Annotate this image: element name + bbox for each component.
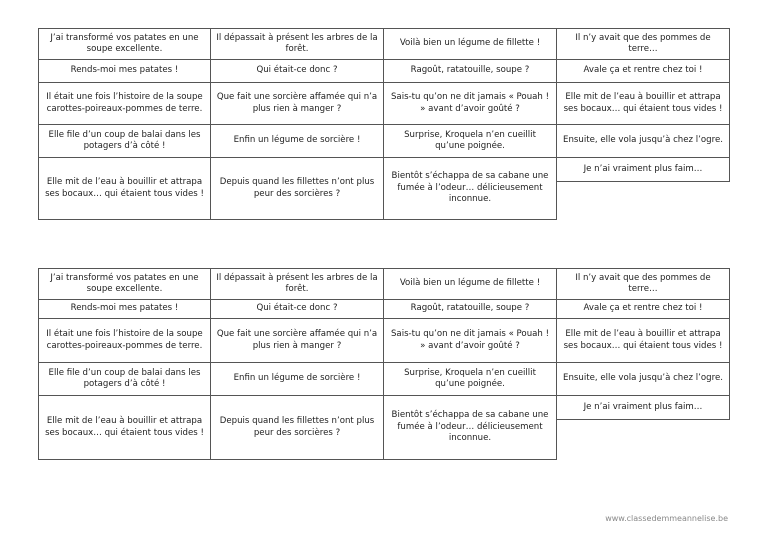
card: Surprise, Kroquela n’en cueillit qu’une poignée. <box>383 124 557 158</box>
card: Qui était-ce donc ? <box>210 59 384 83</box>
card-sheet-top <box>38 28 730 220</box>
card: Rends-moi mes patates ! <box>38 299 211 319</box>
card: Enfin un légume de sorcière ! <box>210 124 384 158</box>
card: Rends-moi mes patates ! <box>38 59 211 83</box>
card: Surprise, Kroquela n’en cueillit qu’une poignée. <box>383 362 557 396</box>
card: Il n’y avait que des pommes de terre… <box>556 28 730 60</box>
card-column-1 <box>38 28 211 220</box>
card: Voilà bien un légume de fillette ! <box>383 268 557 300</box>
card: Depuis quand les fillettes n’ont plus peur des sorcières ? <box>210 157 384 220</box>
card: J’ai transformé vos patates en une soupe excellente. <box>38 268 211 300</box>
card: Avale ça et rentre chez toi ! <box>556 299 730 319</box>
card: Elle file d’un coup de balai dans les potagers d’à côté ! <box>38 362 211 396</box>
card: Avale ça et rentre chez toi ! <box>556 59 730 83</box>
card: Ragoût, ratatouille, soupe ? <box>383 59 557 83</box>
card: Ensuite, elle vola jusqu’à chez l’ogre. <box>556 362 730 396</box>
card-column-4 <box>557 268 730 420</box>
card: Voilà bien un légume de fillette ! <box>383 28 557 60</box>
card: Elle mit de l’eau à bouillir et attrapa ses bocaux… qui étaient tous vides ! <box>556 82 730 125</box>
card: Ragoût, ratatouille, soupe ? <box>383 299 557 319</box>
card: Elle mit de l’eau à bouillir et attrapa ses bocaux… qui étaient tous vides ! <box>38 395 211 460</box>
card: Il dépassait à présent les arbres de la forêt. <box>210 28 384 60</box>
card: Enfin un légume de sorcière ! <box>210 362 384 396</box>
card: Il n’y avait que des pommes de terre… <box>556 268 730 300</box>
card: Que fait une sorcière affamée qui n’a plus rien à manger ? <box>210 318 384 363</box>
card: Il était une fois l’histoire de la soupe carottes-poireaux-pommes de terre. <box>38 82 211 125</box>
card-sheet-bottom <box>38 268 730 460</box>
card-column-3 <box>384 268 557 460</box>
card: Que fait une sorcière affamée qui n’a plus rien à manger ? <box>210 82 384 125</box>
card-column-4 <box>557 28 730 182</box>
card: Elle file d’un coup de balai dans les potagers d’à côté ! <box>38 124 211 158</box>
card-column-2 <box>211 28 384 220</box>
card-column-3 <box>384 28 557 220</box>
card: J’ai transformé vos patates en une soupe excellente. <box>38 28 211 60</box>
card: Je n’ai vraiment plus faim… <box>556 157 730 182</box>
card: Sais-tu qu’on ne dit jamais « Pouah ! » avant d’avoir goûté ? <box>383 318 557 363</box>
card: Je n’ai vraiment plus faim… <box>556 395 730 420</box>
card: Sais-tu qu’on ne dit jamais « Pouah ! » avant d’avoir goûté ? <box>383 82 557 125</box>
card-column-1 <box>38 268 211 460</box>
footer-website: www.classedemmeannelise.be <box>605 514 728 523</box>
card: Elle mit de l’eau à bouillir et attrapa ses bocaux… qui étaient tous vides ! <box>38 157 211 220</box>
card: Elle mit de l’eau à bouillir et attrapa ses bocaux… qui étaient tous vides ! <box>556 318 730 363</box>
card: Ensuite, elle vola jusqu’à chez l’ogre. <box>556 124 730 158</box>
card: Il dépassait à présent les arbres de la forêt. <box>210 268 384 300</box>
card: Bientôt s’échappa de sa cabane une fumée à l’odeur… délicieusement inconnue. <box>383 395 557 460</box>
card: Qui était-ce donc ? <box>210 299 384 319</box>
card: Depuis quand les fillettes n’ont plus peur des sorcières ? <box>210 395 384 460</box>
card: Bientôt s’échappa de sa cabane une fumée à l’odeur… délicieusement inconnue. <box>383 157 557 220</box>
card: Il était une fois l’histoire de la soupe carottes-poireaux-pommes de terre. <box>38 318 211 363</box>
card-column-2 <box>211 268 384 460</box>
